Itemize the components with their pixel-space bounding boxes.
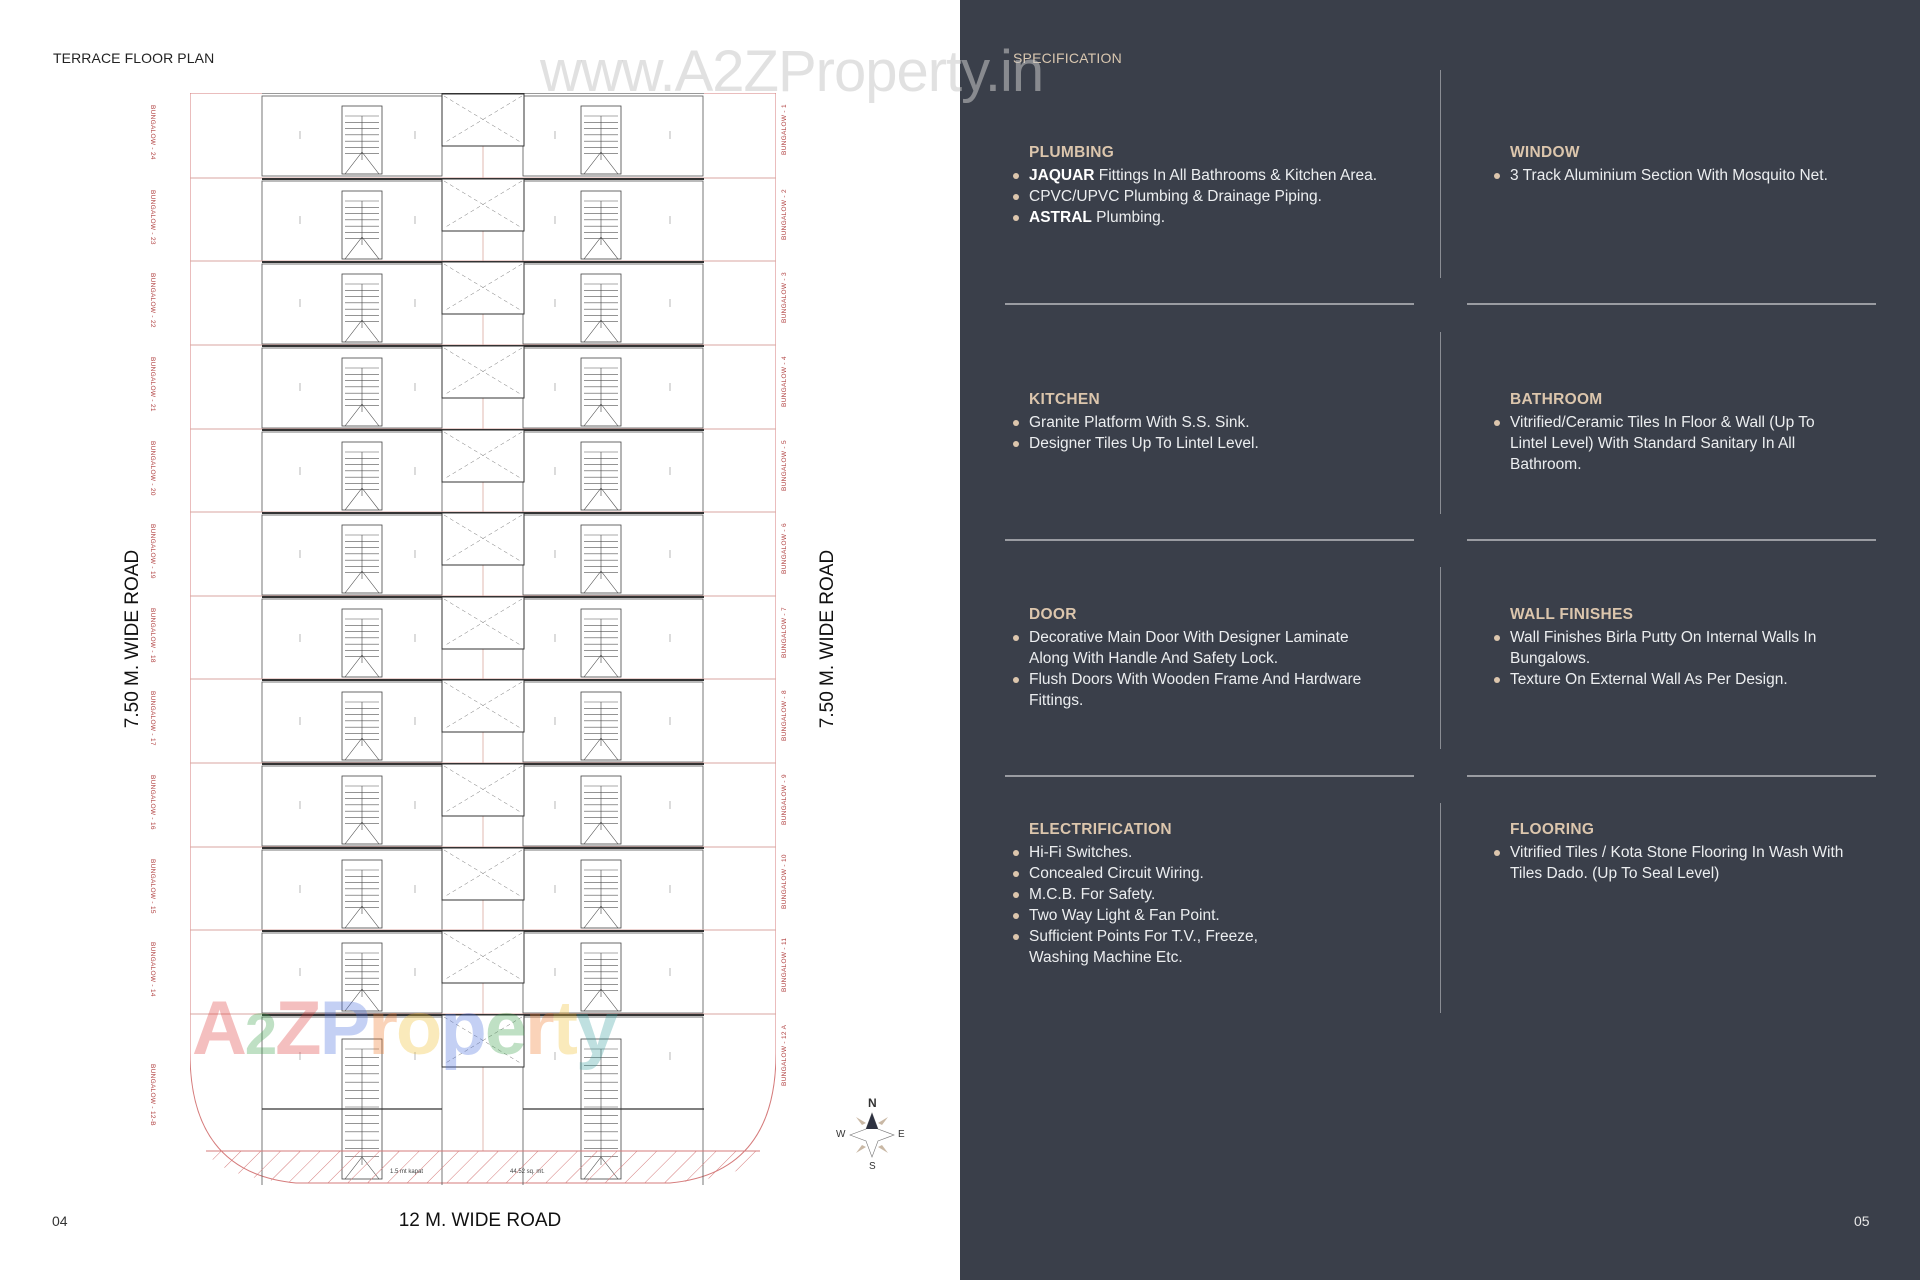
page-title: TERRACE FLOOR PLAN: [53, 50, 215, 66]
bungalow-label: BUNGALOW - 9: [781, 774, 788, 825]
spec-kitchen: [1013, 391, 1433, 454]
spec-item: ASTRAL Plumbing.: [1013, 207, 1433, 228]
spec-heading: WALL FINISHES: [1510, 606, 1634, 623]
bungalow-label: BUNGALOW - 8: [781, 690, 788, 741]
spec-item: Decorative Main Door With Designer Laminate Along With Handle And Safety Lock.: [1013, 627, 1383, 669]
spec-item: Designer Tiles Up To Lintel Level.: [1013, 433, 1433, 454]
spec-item: Texture On External Wall As Per Design.: [1494, 669, 1854, 690]
bungalow-label: BUNGALOW - 12-B: [149, 1064, 156, 1126]
bungalow-label: BUNGALOW - 20: [149, 441, 156, 496]
spec-door: [1013, 606, 1383, 711]
spec-item: Vitrified Tiles / Kota Stone Flooring In Wash With Tiles Dado. (Up To Seal Level): [1494, 842, 1854, 884]
road-label-west: 7.50 M. WIDE ROAD: [122, 549, 143, 729]
spec-window: [1494, 144, 1914, 186]
spec-heading: FLOORING: [1510, 821, 1595, 838]
bungalow-label: BUNGALOW - 12 A: [781, 1024, 788, 1086]
spec-item: Hi-Fi Switches.: [1013, 842, 1313, 863]
column-divider: [1440, 803, 1441, 1013]
bungalow-label: BUNGALOW - 6: [781, 523, 788, 574]
bungalow-label: BUNGALOW - 3: [781, 272, 788, 323]
road-label-south: 12 M. WIDE ROAD: [398, 1210, 562, 1231]
road-label-east: 7.50 M. WIDE ROAD: [817, 549, 838, 729]
spec-wall-finishes: [1494, 606, 1854, 690]
watermark-url: www.A2ZProperty.in: [540, 39, 1044, 104]
bungalow-label: BUNGALOW - 21: [149, 357, 156, 412]
bungalow-label: BUNGALOW - 2: [781, 189, 788, 240]
compass-south: S: [869, 1161, 876, 1172]
bungalow-label: BUNGALOW - 18: [149, 608, 156, 663]
spec-heading: PLUMBING: [1029, 144, 1115, 161]
spec-item: Concealed Circuit Wiring.: [1013, 863, 1313, 884]
spec-item: CPVC/UPVC Plumbing & Drainage Piping.: [1013, 186, 1433, 207]
setback-label: 1.5 mt kapat: [390, 1169, 424, 1175]
row-divider: [1005, 775, 1414, 777]
spec-heading: KITCHEN: [1029, 391, 1100, 408]
spec-flooring: [1494, 821, 1854, 884]
bungalow-label: BUNGALOW - 4: [781, 356, 788, 407]
specification-title: SPECIFICATION: [1013, 50, 1122, 66]
page-number-left: 04: [52, 1213, 68, 1229]
bungalow-label: BUNGALOW - 11: [781, 937, 788, 992]
spec-electrification: [1013, 821, 1313, 968]
page-number-right: 05: [1854, 1213, 1870, 1229]
spec-item: Flush Doors With Wooden Frame And Hardware Fittings.: [1013, 669, 1383, 711]
compass-east: E: [898, 1129, 905, 1140]
compass-north: N: [868, 1096, 877, 1110]
spec-item: Vitrified/Ceramic Tiles In Floor & Wall (Up To Lintel Level) With Standard Sanitary In All Bathroom.: [1494, 412, 1854, 475]
row-divider: [1005, 539, 1414, 541]
spec-bathroom: [1494, 391, 1854, 475]
spec-item: Two Way Light & Fan Point.: [1013, 905, 1313, 926]
spec-heading: WINDOW: [1510, 144, 1580, 161]
spec-heading: BATHROOM: [1510, 391, 1603, 408]
area-label: 44.52 sq. mt.: [510, 1169, 545, 1175]
column-divider: [1440, 332, 1441, 514]
bungalow-label: BUNGALOW - 24: [149, 105, 156, 160]
bungalow-label: BUNGALOW - 19: [149, 524, 156, 579]
spec-item: 3 Track Aluminium Section With Mosquito Net.: [1494, 165, 1914, 186]
bungalow-label: BUNGALOW - 16: [149, 775, 156, 830]
column-divider: [1440, 567, 1441, 749]
bungalow-label: BUNGALOW - 22: [149, 273, 156, 328]
bungalow-label: BUNGALOW - 23: [149, 190, 156, 245]
bungalow-label: BUNGALOW - 7: [781, 607, 788, 658]
compass-west: W: [836, 1129, 846, 1140]
spec-heading: ELECTRIFICATION: [1029, 821, 1172, 838]
spec-item: Sufficient Points For T.V., Freeze, Washing Machine Etc.: [1013, 926, 1313, 968]
spec-item: JAQUAR Fittings In All Bathrooms & Kitchen Area.: [1013, 165, 1433, 186]
bungalow-label: BUNGALOW - 17: [149, 691, 156, 746]
spec-item: Granite Platform With S.S. Sink.: [1013, 412, 1433, 433]
terrace-floor-plan-drawing: [149, 93, 788, 1185]
spec-plumbing: [1013, 144, 1433, 228]
bungalow-label: BUNGALOW - 15: [149, 859, 156, 914]
floor-plan-svg: [190, 93, 776, 1185]
row-divider: [1005, 303, 1414, 305]
bungalow-label: BUNGALOW - 1: [781, 104, 788, 155]
a2z-watermark-logo: A2ZProperty: [192, 986, 617, 1071]
row-divider: [1467, 303, 1876, 305]
bungalow-label: BUNGALOW - 14: [149, 942, 156, 997]
row-divider: [1467, 775, 1876, 777]
spec-item: Wall Finishes Birla Putty On Internal Walls In Bungalows.: [1494, 627, 1854, 669]
north-compass-icon: [832, 1095, 912, 1175]
row-divider: [1467, 539, 1876, 541]
spec-item: M.C.B. For Safety.: [1013, 884, 1313, 905]
bungalow-label: BUNGALOW - 10: [781, 854, 788, 909]
bungalow-label: BUNGALOW - 5: [781, 440, 788, 491]
spec-heading: DOOR: [1029, 606, 1077, 623]
column-divider: [1440, 70, 1441, 278]
